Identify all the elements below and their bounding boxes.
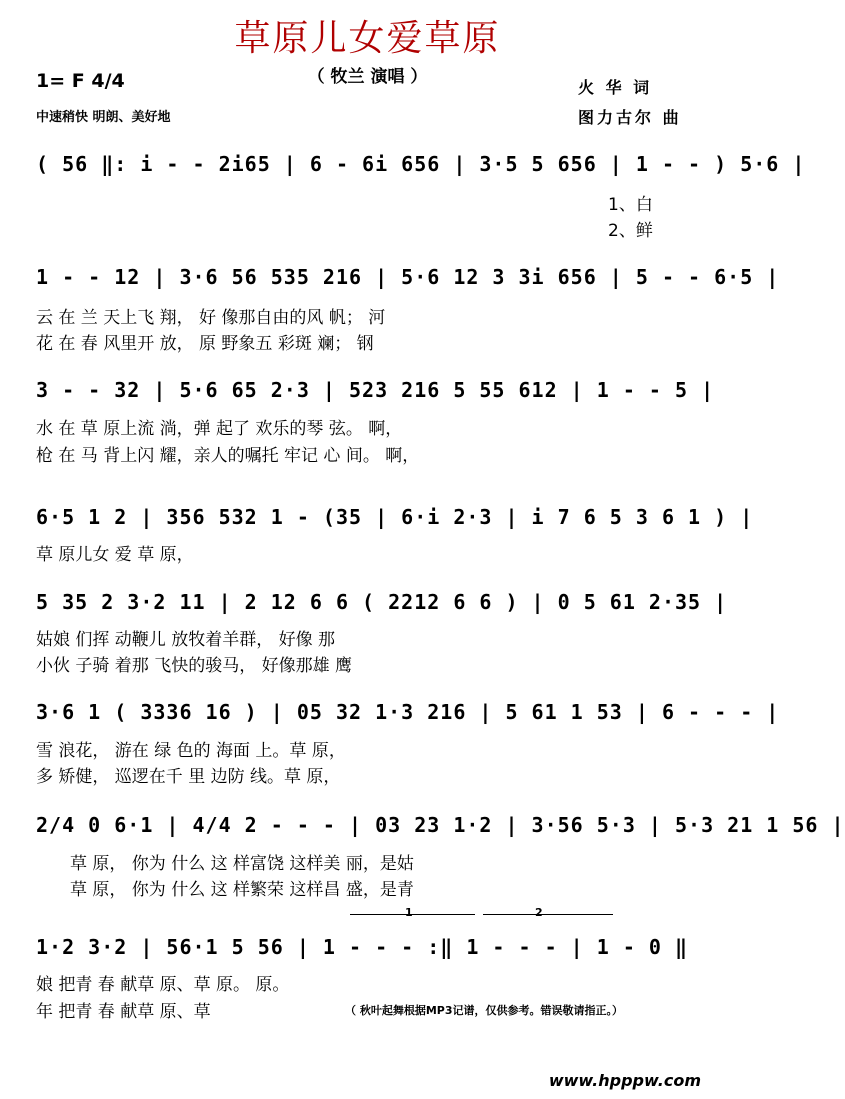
lyric-line-7-verse-2: 草 原， 你为 什么 这 样繁荣 这样昌 盛，是青 (70, 880, 414, 900)
music-line-3: 3 - - 32 | 5·6 65 2·3 | 523 216 5 55 612 | 1 - - 5 | (36, 378, 715, 402)
lyric-line-7-verse-1: 草 原， 你为 什么 这 样富饶 这样美 丽，是姑 (70, 854, 414, 874)
music-line-6: 3·6 1 ( 3336 16 ) | 05 32 1·3 216 | 5 61 1 53 | 6 - - - | (36, 700, 780, 724)
music-line-2: 1 - - 12 | 3·6 56 535 216 | 5·6 12 3 3i 656 | 5 - - 6·5 | (36, 265, 780, 289)
volta-1-label: 1 (405, 906, 413, 919)
volta-2-bracket (483, 914, 613, 915)
site-watermark: www.hpppw.com (548, 1071, 701, 1090)
lyric-line-2-verse-2: 花 在 春 风里开 放， 原 野象五 彩斑 斓； 钢 (36, 334, 374, 354)
music-line-8: 1·2 3·2 | 56·1 5 56 | 1 - - - :‖ 1 - - - | 1 - 0 ‖ (36, 935, 689, 959)
lyric-line-6-verse-1: 雪 浪花， 游在 绿 色的 海面 上。草 原， (36, 741, 346, 761)
volta-2-label: 2 (535, 906, 543, 919)
lyric-line-4-verse-1: 草 原儿女 爱 草 原， (36, 545, 194, 565)
composer-credit: 图力古尔 曲 (578, 108, 682, 127)
lyricist-credit: 火 华 词 (578, 78, 653, 97)
music-line-4: 6·5 1 2 | 356 532 1 - (35 | 6·i 2·3 | i 7 6 5 3 6 1 ) | (36, 505, 754, 529)
lyric-line-6-verse-2: 多 矫健， 巡逻在千 里 边防 线。草 原， (36, 767, 341, 787)
music-line-7: 2/4 0 6·1 | 4/4 2 - - - | 03 23 1·2 | 3·56 5·3 | 5·3 21 1 56 | (36, 813, 845, 837)
singer-credit: （ 牧兰 演唱 ） (307, 67, 428, 87)
song-title: 草原儿女爱草原 (234, 18, 501, 59)
lyric-line-3-verse-2: 枪 在 马 背上闪 耀，亲人的嘱托 牢记 心 间。 啊， (36, 446, 420, 466)
lyric-line-5-verse-1: 姑娘 们挥 动鞭儿 放牧着羊群， 好像 那 (36, 630, 336, 650)
lyric-line-1-verse-2: 2、鲜 (608, 221, 653, 241)
lyric-line-3-verse-1: 水 在 草 原上流 淌，弹 起了 欢乐的琴 弦。 啊， (36, 419, 403, 439)
lyric-line-8-verse-2: 年 把青 春 献草 原、草 (36, 1002, 211, 1022)
transcription-footnote: （ 秋叶起舞根据MP3记谱，仅供参考。错误敬请指正。） (345, 1004, 623, 1017)
lyric-line-2-verse-1: 云 在 兰 天上飞 翔， 好 像那自由的风 帆； 河 (36, 308, 386, 328)
music-line-1: ( 56 ‖: i - - 2i65 | 6 - 6i 656 | 3·5 5 656 | 1 - - ) 5·6 | (36, 152, 806, 176)
lyric-line-1-verse-1: 1、白 (608, 195, 653, 215)
tempo-marking: 中速稍快 明朗、美好地 (36, 110, 171, 125)
key-signature: 1= F 4/4 (36, 70, 125, 92)
music-line-5: 5 35 2 3·2 11 | 2 12 6 6 ( 2212 6 6 ) | 0 5 61 2·35 | (36, 590, 728, 614)
lyric-line-5-verse-2: 小伙 子骑 着那 飞快的骏马， 好像那雄 鹰 (36, 656, 353, 676)
lyric-line-8-verse-1: 娘 把青 春 献草 原、草 原。 原。 (36, 975, 290, 995)
